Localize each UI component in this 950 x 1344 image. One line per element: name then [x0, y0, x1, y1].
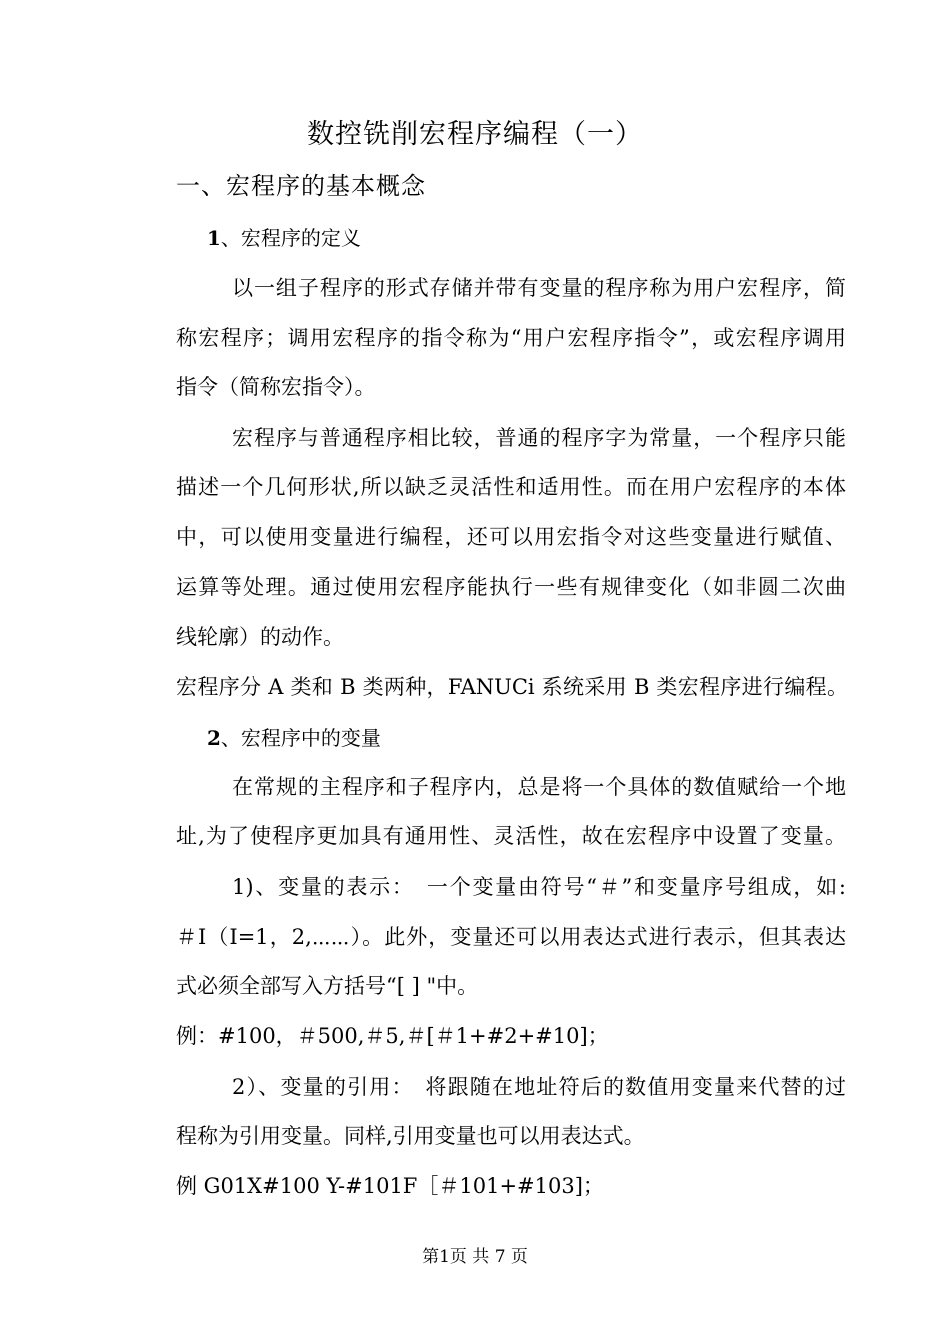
paragraph-line: 程称为引用变量。同样,引用变量也可以用表达式。 — [176, 1124, 645, 1148]
document-title: 数控铣削宏程序编程（一） — [307, 119, 643, 150]
example-line: 例：#100，＃500,＃5,＃[＃1+#2+#10]； — [176, 1024, 609, 1048]
subsection-title: 、宏程序的定义 — [220, 226, 361, 250]
subsection-title: 、宏程序中的变量 — [220, 726, 381, 750]
example-line: 例 G01X#100 Y-#101F［＃101+#103]； — [176, 1174, 604, 1198]
page-footer: 第1页 共 7 页 — [422, 1247, 528, 1267]
paragraph-line: 宏程序分 A 类和 B 类两种，FANUCi 系统采用 B 类宏程序进行编程。 — [176, 675, 848, 699]
paragraph-line: ＃I（I=1，2,⋯⋯）。此外，变量还可以用表达式进行表示，但其表达 — [176, 925, 846, 949]
paragraph-line: 称宏程序；调用宏程序的指令称为“用户宏程序指令”，或宏程序调用 — [176, 326, 846, 350]
subsection-heading-variables — [207, 722, 381, 751]
paragraph-line: 运算等处理。通过使用宏程序能执行一些有规律变化（如非圆二次曲 — [176, 575, 846, 599]
paragraph-line: 以一组子程序的形式存储并带有变量的程序称为用户宏程序，简 — [232, 276, 846, 300]
paragraph-line: 指令（简称宏指令）。 — [176, 375, 376, 399]
paragraph-line: 宏程序与普通程序相比较，普通的程序字为常量，一个程序只能 — [232, 426, 846, 450]
paragraph-line: 式必须全部写入方括号“[ ] "中。 — [176, 974, 479, 998]
paragraph-line: 在常规的主程序和子程序内，总是将一个具体的数值赋给一个地 — [232, 775, 846, 799]
subsection-heading-definition — [207, 222, 361, 251]
paragraph-line: 1)、变量的表示： 一个变量由符号“＃”和变量序号组成，如: — [232, 875, 846, 899]
paragraph-line: 2）、变量的引用： 将跟随在地址符后的数值用变量来代替的过 — [232, 1075, 846, 1099]
section-heading-basic-concepts: 一、宏程序的基本概念 — [176, 172, 426, 200]
subsection-number: 2 — [207, 726, 221, 750]
paragraph-line: 描述一个几何形状,所以缺乏灵活性和适用性。而在用户宏程序的本体 — [176, 475, 846, 499]
paragraph-line: 址,为了使程序更加具有通用性、灵活性，故在宏程序中设置了变量。 — [176, 824, 846, 848]
paragraph-line: 线轮廓）的动作。 — [176, 625, 344, 649]
paragraph-line: 中，可以使用变量进行编程，还可以用宏指令对这些变量进行赋值、 — [176, 525, 846, 549]
subsection-number: 1 — [207, 226, 221, 250]
